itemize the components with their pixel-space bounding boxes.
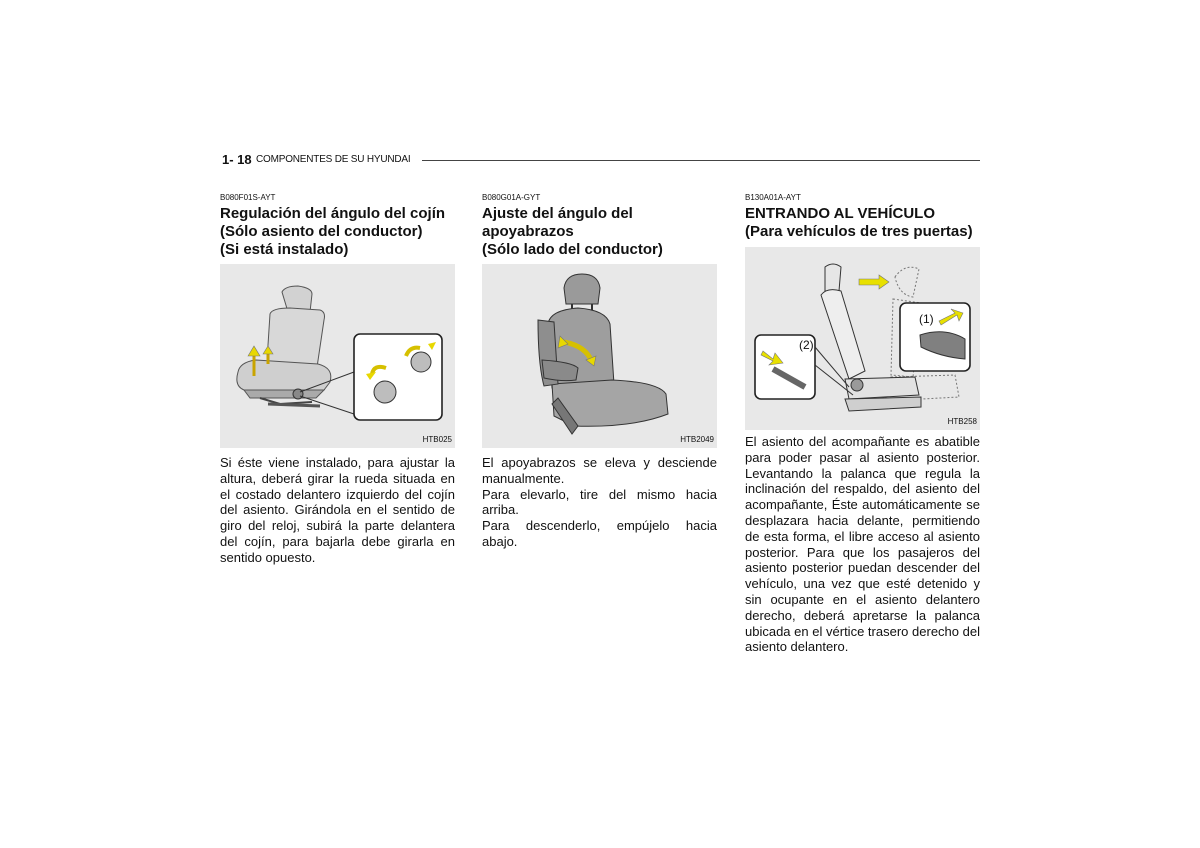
page-header [222,152,980,170]
figure-code: HTB258 [947,417,977,426]
header-rule [422,160,980,161]
seat-cushion-illustration [220,264,455,448]
paragraph: El asiento del acompañante es abatible para poder pasar al asiento posterior. Levantando la palanca que regula la inclinación del respaldo, del asiento del acompañante, Éste automáticamente se desplazara hacia delante, permitiendo de esta forma, el libre acceso al asiento posterior. Para que los pasajeros del asiento posterior puedan descender del vehículo, una vez que esté detenido y sin ocupante en el asiento delantero derecho, deberá apretarse la palanca ubicada en el vértice trasero derecho del asiento delantero. [745,434,980,655]
section-title [220,205,455,259]
paragraph: El apoyabrazos se eleva y desciende manualmente. [482,455,717,486]
section-code: B080F01S-AYT [220,193,276,202]
callout-1: (1) [919,312,934,326]
title-line: ENTRANDO AL VEHÍCULO [745,205,936,222]
section-code: B080G01A-GYT [482,193,541,202]
body-text [745,434,980,655]
section-code: B130A01A-AYT [745,193,801,202]
figure-code: HTB2049 [680,435,714,444]
paragraph: Para descenderlo, empújelo hacia abajo. [482,518,717,549]
armrest-illustration [482,264,717,448]
title-line: Regulación del ángulo del cojín [220,205,446,222]
column-entering-vehicle [745,193,980,655]
title-line: Ajuste del ángulo del [482,205,633,222]
title-line: apoyabrazos [482,223,574,240]
figure-armrest [482,264,717,448]
section-title [482,205,717,259]
figure-seat-fold [745,247,980,430]
column-armrest-angle [482,193,717,550]
page-number: 1- 18 [222,152,252,167]
body-text [220,455,455,566]
figure-seat-cushion [220,264,455,448]
title-line: (Para vehículos de tres puertas) [745,223,973,240]
figure-code: HTB025 [422,435,452,444]
column-cushion-angle [220,193,455,566]
seat-fold-illustration [745,247,980,430]
paragraph: Si éste viene instalado, para ajustar la altura, deberá girar la rueda situada en el costado delantero izquierdo del cojín del asiento. Girándola en el sentido de giro del reloj, subirá la parte delantera del cojín, para bajarla debe girarla en sentido opuesto. [220,455,455,565]
title-line: (Si está instalado) [220,241,349,258]
section-title [745,205,980,241]
callout-2: (2) [799,338,814,352]
paragraph: Para elevarlo, tire del mismo hacia arriba. [482,486,717,518]
body-text [482,455,717,550]
title-line: (Sólo asiento del conductor) [220,223,423,240]
title-line: (Sólo lado del conductor) [482,241,663,258]
section-title: COMPONENTES DE SU HYUNDAI [256,154,411,165]
